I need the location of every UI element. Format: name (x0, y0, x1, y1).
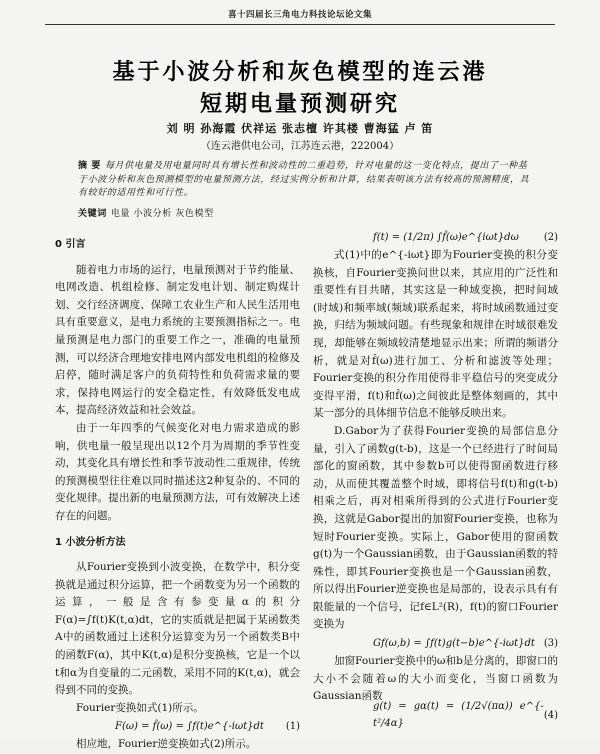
abstract (78, 160, 536, 201)
equation-number: (2) (543, 231, 558, 243)
right-column (313, 228, 558, 730)
paragraph: 从Fourier变换到小波变换，在数学中，积分变换就是通过积分运算，把一个函数变为另一个函数的运算，一般是含有参变量α的积分F(α)=∫f(t)K(t,α)dt，它的实质就是把属于某函数类A中的函数通过上述积分运算变为另一个函数类B中的函数F(α)，其中K(t,α)是积分变换核，它是一个以t和α为自变量的二元函数，采用不同的K(t,α)，就会得到不同的变换。 (55, 561, 300, 697)
paragraph: 相应地，Fourier逆变换如式(2)所示。 (76, 738, 257, 751)
equation-1 (55, 717, 300, 736)
affiliation: （连云港供电公司，江苏连云港，222004） (200, 141, 400, 152)
equation-4 (313, 700, 558, 730)
keywords (78, 206, 214, 219)
section-heading-intro: 0 引言 (55, 239, 86, 250)
equation-body: F(ω) = f̂(ω) = ∫f(t)e^{-iωt}dt (115, 721, 264, 733)
paragraph: 加窗Fourier变换中的ω和b是分离的，即窗口的大小不会随着ω的大小而变化，当窗口函数为Gaussian函数 (313, 655, 558, 703)
title-line-1: 基于小波分析和灰色模型的连云港 (112, 60, 488, 85)
equation-number: (1) (285, 721, 300, 733)
section-heading-wavelet: 1 小波分析方法 (55, 536, 126, 548)
paragraph: Fourier变换如式(1)所示。 (76, 701, 204, 714)
equation-number: (3) (543, 637, 558, 649)
equation-number: (4) (543, 709, 558, 721)
abstract-text: 每月供电量及用电量同时具有增长性和波动性的二重趋势，针对电量的这一变化特点，提出了一种基于小波分析和灰色预测模型的电量预测方法，经过实例分析和计算，结果表明该方法有较高的预测精度，具有较好的适用性和可行性。 (78, 161, 530, 198)
equation-body: Gf(ω,b) = ∫f(t)g(t−b)e^{-iωt}dt (373, 637, 535, 649)
paragraph: 随着电力市场的运行，电量预测对于节约能量、电网改造、机组检修、制定发电计划、制定购煤计划、交行经济调度、保障工农业生产和人民生活用电具有重要意义，是电力系统的主要预测指标之一。电量预测是电力部门的重要工作之一，准确的电量预测，可以经济合理地安排电网内部发电机组的检修及启停，随时满足客户的负荷特性和负荷需求量的要求，保持电网运行的安全稳定性，有效降低发电成本，提高经济效益和社会效益。 (55, 263, 300, 417)
paragraph: 式(1)中的e^{-iωt}即为Fourier变换的积分变换核，自Fourier变换问世以来，其应用的广泛性和重要性有目共睹，其实这是一种域变换，把时间域(时域)和频率域(频域)联系起来，将时域函数通过变换，归结为频域问题。有些现象和规律在时域很难发现，却能够在频域较清楚地显示出来；所谓的频谱分析，就是对f̂(ω)进行加工、分析和滤波等处理；Fourier变换的积分作用使得非平稳信号的突变成分变得平滑，f(t)和f̂(ω)之间彼此是整体刻画的，其中某一部分的具体细节信息不能够反映出来。 (313, 249, 558, 420)
author-list: 刘 明 孙海霞 伏祥运 张志檀 许其楼 曹海猛 卢 笛 (166, 122, 434, 135)
abstract-label: 摘 要 (78, 161, 101, 171)
running-header: 喜十四届长三角电力科技论坛论文集 (227, 10, 372, 20)
equation-body: f(t) = (1/2π) ∫f̂(ω)e^{iωt}dω (373, 231, 519, 243)
paragraph: D.Gabor为了获得Fourier变换的局部信息分量，引入了函数g(t-b)，这是一个已经进行了时间局部化的窗函数，其中参数b可以使得窗函数进行移动，从而使其覆盖整个时域，即将信号f(t)和g(t-b)相乘之后，再对相乘所得到的公式进行Fourier变换，这就是Gabor提出的加窗Fourier变换，也称为短时Fourier变换。实际上，Gabor使用的窗函数g(t)为一个Gaussian函数，由于Gaussian函数的特殊性，即其Fourier变换也是一个Gaussian函数，所以得出Fourier逆变换也是局部的，设表示具有有限能量的一个信号，记f∈L²(R)，f(t)的窗口Fourier变换为 (313, 424, 558, 631)
equation-2 (313, 228, 558, 247)
paragraph: 由于一年四季的气候变化对电力需求造成的影响，供电量一般呈现出以12个月为周期的季节性变动，其变化具有增长性和季节波动性二重规律，传统的预测模型往往难以同时描述这2种复杂的、不同的变化规律。提出新的电量预测方法，可有效解决上述存在的问题。 (55, 421, 300, 522)
equation-body: g(t) = gα(t) = (1/2√(πα)) e^{-t²/4α} (373, 700, 544, 730)
header-rule (45, 24, 555, 25)
keywords-text: 电量 小波分析 灰色模型 (110, 209, 214, 219)
equation-3 (313, 634, 558, 653)
title-line-2: 短期电量预测研究 (199, 92, 400, 117)
keywords-label: 关键词 (78, 209, 107, 219)
left-column (55, 236, 300, 754)
